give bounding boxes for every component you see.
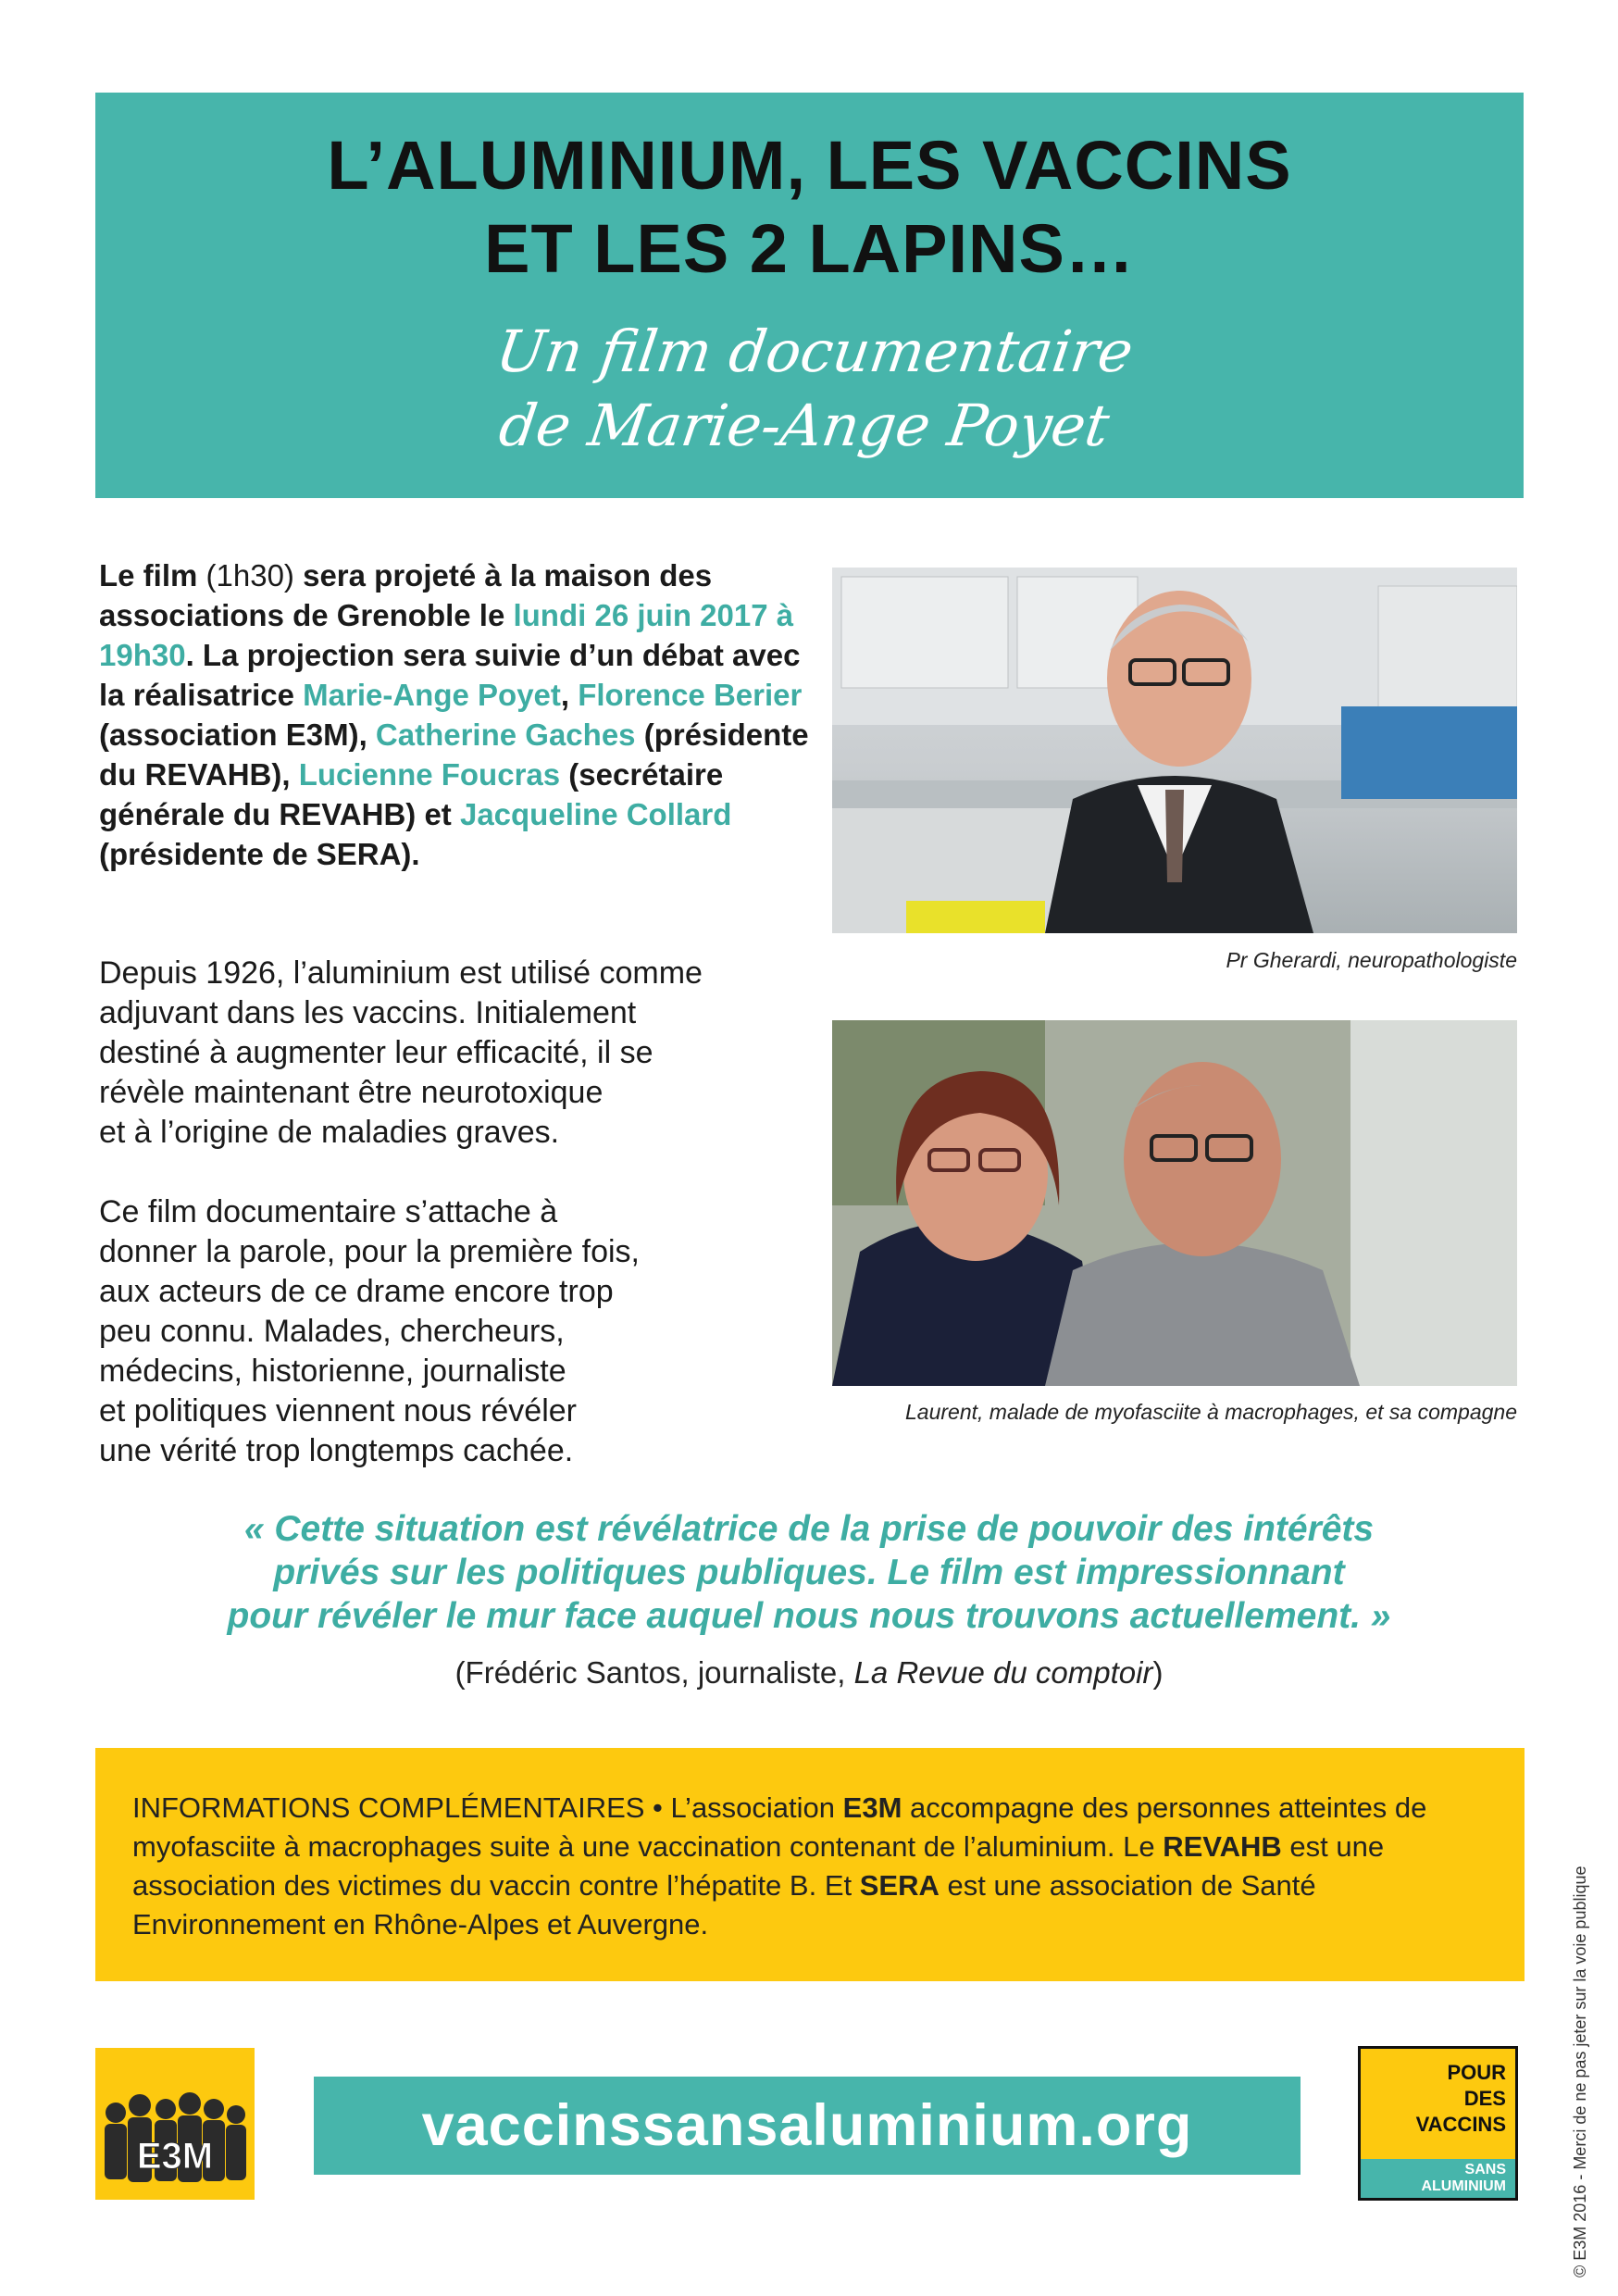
text-line: et politiques viennent nous révéler xyxy=(99,1393,577,1429)
logo-text: E3M xyxy=(136,2136,214,2177)
subtitle-line: de Marie-Ange Poyet xyxy=(495,392,1114,459)
person-name: Catherine Gaches xyxy=(375,718,636,752)
person-name: Marie-Ange Poyet xyxy=(303,678,561,712)
badge-top xyxy=(1361,2049,1515,2162)
text-line: Ce film documentaire s’attache à xyxy=(99,1194,558,1229)
info-text: est une association de Santé Environnement en Rhône-Alpes et Auvergne. xyxy=(132,1869,1316,1940)
badge-line: DES xyxy=(1463,2087,1506,2110)
intro-text: (présidente du REVAHB), xyxy=(99,718,809,792)
intro-text: Le film xyxy=(99,558,206,593)
text-line: Depuis 1926, l’aluminium est utilisé comme xyxy=(99,955,703,991)
badge-line: VACCINS xyxy=(1415,2113,1506,2136)
website-banner[interactable] xyxy=(314,2077,1301,2175)
title-line: ET LES 2 LAPINS… xyxy=(484,210,1135,287)
info-text: INFORMATIONS COMPLÉMENTAIRES • L’association xyxy=(132,1791,843,1824)
intro-text: (secrétaire générale du REVAHB) et xyxy=(99,757,724,831)
e3m-logo xyxy=(95,2048,255,2200)
text-line: aux acteurs de ce drame encore trop xyxy=(99,1274,614,1309)
title-banner xyxy=(95,93,1524,498)
person-name: Florence Berier xyxy=(578,678,803,712)
text-line: révèle maintenant être neurotoxique xyxy=(99,1075,604,1110)
attribution-source: La Revue du comptoir xyxy=(853,1655,1153,1690)
text-line: médecins, historienne, journaliste xyxy=(99,1354,566,1389)
text-line: destiné à augmenter leur efficacité, il se xyxy=(99,1035,653,1070)
text-line: donner la parole, pour la première fois, xyxy=(99,1234,640,1269)
badge-line: SANS xyxy=(1464,2162,1506,2177)
intro-text: (association E3M), xyxy=(99,718,376,752)
photo-caption: Laurent, malade de myofasciite à macrophages, et sa compagne xyxy=(905,1400,1517,1424)
attribution-text: (Frédéric Santos, journaliste, xyxy=(454,1655,854,1690)
text-line: adjuvant dans les vaccins. Initialement xyxy=(99,995,637,1030)
info-box xyxy=(95,1748,1525,1981)
badge-line: POUR xyxy=(1447,2061,1506,2084)
intro-text: . La projection sera suivie d’un débat avec la réalisatrice xyxy=(99,638,801,712)
text-line: une vérité trop longtemps cachée. xyxy=(99,1433,574,1468)
org-name: E3M xyxy=(842,1791,902,1824)
poster-title xyxy=(95,93,1524,291)
person-name: Lucienne Foucras xyxy=(298,757,561,792)
info-text: accompagne des personnes atteintes de myofasciite à macrophages suite à une vaccination contenant de l’aluminium. Le xyxy=(132,1791,1427,1863)
subtitle-line: Un film documentaire xyxy=(492,318,1138,385)
copyright-notice: © E3M 2016 - Merci de ne pas jeter sur la voie publique xyxy=(1571,1866,1589,2277)
website-url[interactable]: vaccinssansaluminium.org xyxy=(421,2093,1193,2158)
photo-caption: Pr Gherardi, neuropathologiste xyxy=(1226,948,1517,972)
intro-text: sera projeté à la maison des associations de Grenoble le xyxy=(99,558,713,632)
badge-bottom xyxy=(1361,2159,1515,2198)
press-quote xyxy=(93,1507,1525,1638)
poster-subtitle xyxy=(85,315,1534,463)
photo-couple-illustration xyxy=(832,1020,1517,1386)
quote-line: pour révéler le mur face auquel nous nous trouvons actuellement. » xyxy=(227,1596,1391,1636)
person-name: Jacqueline Collard xyxy=(459,797,732,831)
title-line: L’ALUMINIUM, LES VACCINS xyxy=(327,127,1292,204)
intro-text: (présidente de SERA). xyxy=(99,837,420,871)
badge-line: ALUMINIUM xyxy=(1421,2178,1506,2194)
photo-couple xyxy=(832,1020,1517,1386)
quote-line: « Cette situation est révélatrice de la prise de pouvoir des intérêts xyxy=(243,1509,1375,1549)
people-silhouette-icon xyxy=(95,2048,255,2200)
campaign-badge xyxy=(1358,2046,1518,2201)
quote-attribution xyxy=(93,1655,1525,1691)
intro-duration: (1h30) xyxy=(205,558,294,593)
org-name: REVAHB xyxy=(1163,1830,1282,1863)
attribution-text: ) xyxy=(1152,1655,1164,1690)
intro-text: , xyxy=(560,678,579,712)
text-line: et à l’origine de maladies graves. xyxy=(99,1115,560,1150)
quote-line: privés sur les politiques publiques. Le film est impressionnant xyxy=(273,1553,1345,1592)
photo-gherardi-illustration xyxy=(832,568,1517,933)
info-text: est une association des victimes du vaccin contre l’hépatite B. Et xyxy=(132,1830,1385,1902)
body-paragraph-history xyxy=(99,954,821,1153)
event-date: lundi 26 juin 2017 à 19h30 xyxy=(99,598,794,672)
photo-gherardi xyxy=(832,568,1517,933)
body-paragraph-film xyxy=(99,1192,821,1471)
text-line: peu connu. Malades, chercheurs, xyxy=(99,1314,565,1349)
intro-paragraph xyxy=(99,555,812,874)
org-name: SERA xyxy=(859,1869,940,1902)
